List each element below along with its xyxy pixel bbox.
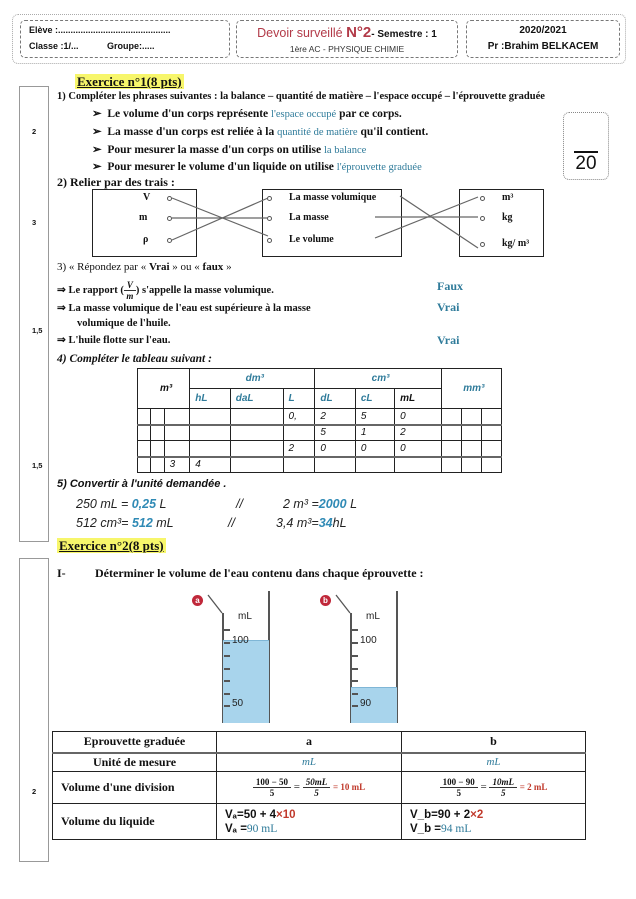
table-row: 0, 2 5 0 — [138, 409, 502, 425]
class-field[interactable]: Classe :1/... — [29, 41, 79, 51]
q3-prompt: 3) « Répondez par « Vrai » ou « faux » — [57, 261, 232, 273]
col-header-a: a — [217, 732, 402, 753]
header-mm3: mm³ — [441, 369, 501, 409]
header-dL: dL — [315, 389, 355, 409]
q5-line-2-right: 3,4 m³=34hL — [276, 516, 347, 530]
q5-line-1-sep: // — [236, 497, 243, 511]
q3-answer-2: Vrai — [437, 300, 460, 314]
table-row: 5 1 2 — [138, 425, 502, 441]
q1-answer-3: la balance — [324, 145, 367, 156]
q1-item-1: ➢ Le volume d'un corps représente l'espace occupé par ce corps. — [92, 108, 402, 120]
q1-item-2: ➢ La masse d'un corps est reliée à la quantité de matière qu'il contient. — [92, 126, 429, 138]
results-table — [52, 731, 586, 840]
division-a-value[interactable]: $\frac{100 - 50}{5}$ = $\frac{50mL}{5}$ = 10 mL — [217, 772, 402, 804]
q5-line-2-left: 512 cm³= 512 mL — [76, 516, 174, 530]
q1-answer-1: l'espace occupé — [271, 109, 337, 120]
symbol-rho: ρ — [143, 234, 149, 245]
badge-b: b — [320, 595, 331, 606]
ex2-q1-prompt: Déterminer le volume de l'eau contenu dans chaque éprouvette : — [95, 566, 424, 580]
header-m3: m³ — [138, 369, 190, 409]
q3-item-1: ⇒ Le rapport ( $\frac{V}{m}$ ) s'appelle la masse volumique. — [57, 280, 274, 301]
unit-kg-m3: kg/ m³ — [502, 238, 530, 249]
exercise1-title: Exercice n°1(8 pts) — [77, 74, 182, 89]
cylinder-b-spout — [334, 593, 354, 615]
row-label-unit: Unité de mesure — [53, 753, 217, 772]
q5-prompt: 5) Convertir à l'unité demandée . — [57, 478, 227, 490]
unit-b: mL — [366, 611, 380, 622]
quantity-masse: La masse — [289, 212, 329, 223]
exercise2-title: Exercice n°2(8 pts) — [59, 538, 164, 553]
table-row — [53, 772, 586, 804]
col-header-eprouvette: Eprouvette graduée — [53, 732, 217, 753]
school-year: 2020/2021 — [519, 25, 567, 36]
conversion-table — [137, 368, 502, 473]
unit-kg: kg — [502, 212, 513, 223]
col-header-b: b — [402, 732, 586, 753]
q1-answer-4: l'éprouvette graduée — [336, 162, 422, 173]
q3-item-2: ⇒ La masse volumique de l'eau est supérieure à la masse — [57, 303, 311, 314]
table-row: 3 4 — [138, 457, 502, 473]
unit-m3: m³ — [502, 192, 514, 203]
header-cL: cL — [355, 389, 394, 409]
table-row — [53, 804, 586, 840]
q5-line-2-sep: // — [228, 516, 235, 530]
quantity-masse-volumique: La masse volumique — [289, 192, 377, 203]
q3-answer-1: Faux — [437, 279, 464, 293]
tick-label-90-b: 90 — [360, 698, 372, 709]
table-row — [53, 753, 586, 772]
header-L: L — [283, 389, 315, 409]
points-q1: 2 — [32, 127, 37, 136]
row-label-division: Volume d'une division — [53, 772, 217, 804]
q1-item-4: ➢ Pour mesurer le volume d'un liquide on utilise l'éprouvette graduée — [92, 161, 422, 173]
q5-line-1-right: 2 m³ =2000 L — [283, 497, 358, 511]
badge-a: a — [192, 595, 203, 606]
tick-label-100-b: 100 — [360, 635, 377, 646]
header-hL: hL — [190, 389, 230, 409]
exam-title: Devoir surveillé N°2- Semestre : 1 — [257, 24, 437, 41]
q1-item-3: ➢ Pour mesurer la masse d'un corps on utilise la balance — [92, 144, 367, 156]
tick-label-50-a: 50 — [232, 698, 244, 709]
q1-answer-2: quantité de matière — [277, 127, 358, 138]
header-mL: mL — [395, 389, 442, 409]
header-daL: daL — [230, 389, 283, 409]
q2-prompt: 2) Relier par des trais : — [57, 175, 175, 189]
teacher-name: Pr :Brahim BELKACEM — [487, 41, 599, 52]
unit-a: mL — [238, 611, 252, 622]
points-ex2: 2 — [32, 787, 37, 796]
liquid-a-value[interactable]: Vₐ=50 + 4×10 Vₐ =90 mL — [217, 804, 402, 840]
points-q4: 1,5 — [32, 461, 43, 470]
symbol-V: V — [143, 192, 151, 203]
division-b-value[interactable]: $\frac{100 - 90}{5}$ = $\frac{10mL}{5}$ = 2 mL — [402, 772, 586, 804]
q3-item-3: ⇒ L'huile flotte sur l'eau. — [57, 335, 171, 346]
q3-item-2-cont: volumique de l'huile. — [77, 318, 171, 329]
quantity-volume: Le volume — [289, 234, 334, 245]
row-label-liquid: Volume du liquide — [53, 804, 217, 840]
ex2-q1-num: I- — [57, 566, 66, 580]
liquid-b-value[interactable]: V_b=90 + 2×2 V_b =94 mL — [402, 804, 586, 840]
group-field[interactable]: Groupe:..... — [107, 41, 155, 51]
points-q3: 1,5 — [32, 326, 43, 335]
symbol-m: m — [139, 212, 148, 223]
tick-label-100-a: 100 — [232, 635, 249, 646]
score-denominator: 20 — [575, 153, 597, 174]
q1-prompt: 1) Compléter les phrases suivantes : la balance – quantité de matière – l'espace occupé – l'éprouvette graduée — [57, 91, 545, 102]
exam-subtitle: 1ère AC - PHYSIQUE CHIMIE — [289, 44, 405, 54]
header-dm3: dm³ — [190, 369, 315, 389]
table-row: 2 0 0 0 — [138, 441, 502, 457]
q5-line-1-left: 250 mL = 0,25 L — [76, 497, 167, 511]
cylinder-b — [320, 591, 420, 721]
student-name-field[interactable]: Elève :............................................. — [29, 25, 171, 35]
q3-answer-3: Vrai — [437, 333, 460, 347]
table-row — [53, 732, 586, 753]
points-margin-ex2 — [19, 558, 49, 862]
cylinder-a — [192, 591, 292, 721]
points-q2: 3 — [32, 218, 37, 227]
q4-prompt: 4) Compléter le tableau suivant : — [57, 353, 212, 365]
unit-a-value[interactable]: mL — [217, 753, 402, 772]
header-cm3: cm³ — [315, 369, 441, 389]
liquid-a — [223, 640, 269, 723]
unit-b-value[interactable]: mL — [402, 753, 586, 772]
cylinder-a-spout — [206, 593, 226, 615]
